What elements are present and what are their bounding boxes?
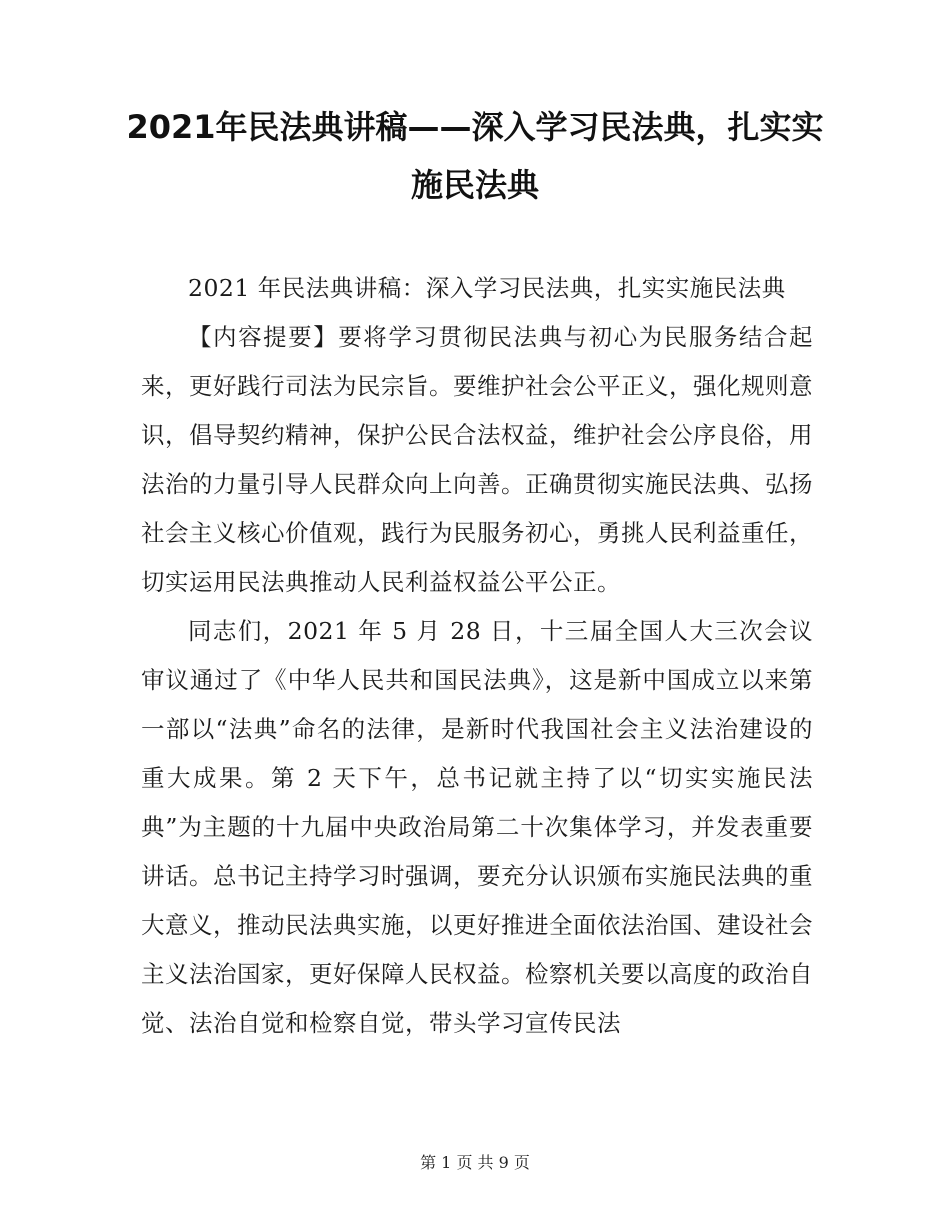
page-number-footer: 第 1 页 共 9 页 [420, 1153, 530, 1172]
document-title: 2021年民法典讲稿——深入学习民法典，扎实实施民法典 [126, 108, 824, 204]
paragraph-body: 同志们，2021 年 5 月 28 日，十三届全国人大三次会议审议通过了《中华人民共和国民法典》，这是新中国成立以来第一部以“法典”命名的法律，是新时代我国社会主义法治建设的重大成果。第 2 天下午，总书记就主持了以“切实实施民法典”为主题的十九届中央政治局第二十次集体学习，并发表重要讲话。总书记主持学习时强调，要充分认识颁布实施民法典的重大意义，推动民法典实施，以更好推进全面依法治国、建设社会主义法治国家，更好保障人民权益。检察机关要以高度的政治自觉、法治自觉和检察自觉，带头学习宣传民法 [141, 617, 813, 1037]
paragraph-subtitle: 2021 年民法典讲稿：深入学习民法典，扎实实施民法典 [188, 274, 786, 302]
document-body [141, 264, 813, 1048]
paragraph-summary: 【内容提要】要将学习贯彻民法典与初心为民服务结合起来，更好践行司法为民宗旨。要维护社会公平正义，强化规则意识，倡导契约精神，保护公民合法权益，维护社会公序良俗，用法治的力量引导人民群众向上向善。正确贯彻实施民法典、弘扬社会主义核心价值观，践行为民服务初心，勇挑人民利益重任，切实运用民法典推动人民利益权益公平公正。 [141, 323, 813, 596]
